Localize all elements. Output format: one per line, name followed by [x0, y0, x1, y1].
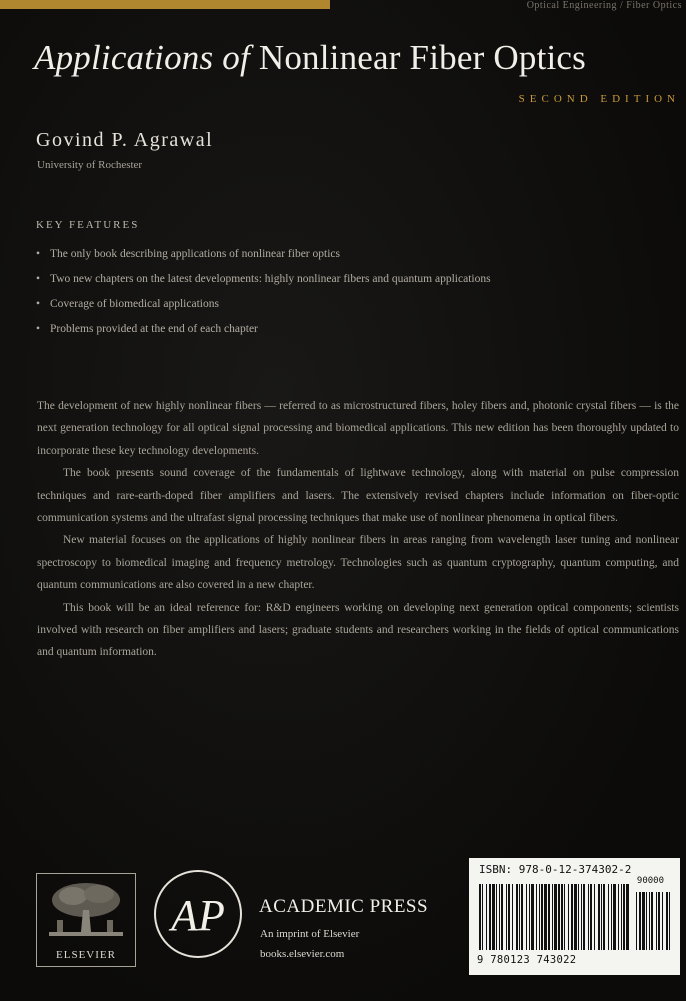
feature-item: • Two new chapters on the latest developments: highly nonlinear fibers and quantum applications [36, 269, 636, 289]
title-main-part: Nonlinear Fiber Optics [258, 38, 586, 77]
ap-logo-letters: AP [171, 891, 225, 940]
author-affiliation: University of Rochester [37, 159, 143, 171]
publisher-name: ACADEMIC PRESS [259, 896, 429, 917]
author-name: Govind P. Agrawal [36, 129, 214, 151]
edition-label: SECOND EDITION [518, 93, 680, 105]
publisher-url: books.elsevier.com [260, 948, 345, 960]
isbn-number: ISBN: 978-0-12-374302-2 [479, 863, 632, 876]
title-italic-part: Applications of [34, 38, 250, 77]
elsevier-tree-icon [43, 880, 129, 944]
elsevier-logo [36, 873, 136, 967]
book-title [34, 38, 586, 78]
barcode-addon: 90000 [636, 876, 664, 886]
barcode-digits: 9 780123 743022 [477, 954, 577, 966]
description-paragraph: The book presents sound coverage of the fundamentals of lightwave technology, along with material on pulse compression techniques and rare-earth-doped fiber amplifiers and lasers. The extensively revised chapters include information on fiber-optic communication systems and the ultrafast signal processing techniques that make use of nonlinear phenomena in optical fibers. [37, 467, 679, 525]
book-description [37, 395, 679, 664]
spine-label: Optical Engineering / Fiber Optics [526, 0, 682, 11]
description-paragraph: New material focuses on the applications of highly nonlinear fibers in areas ranging from wavelength laser tuning and nonlinear spectroscopy to biomedical imaging and frequency metrology. Technologies such as quantum cryptography, quantum computing, and quantum communications are also covered in a new chapter. [37, 534, 679, 592]
elsevier-wordmark: ELSEVIER [56, 949, 116, 961]
key-features-list [36, 244, 636, 344]
isbn-barcode-panel [469, 858, 680, 975]
barcode-icon [477, 884, 673, 950]
key-features-heading: KEY FEATURES [36, 219, 140, 231]
description-paragraph: The development of new highly nonlinear fibers — referred to as microstructured fibers, holey fibers and, photonic crystal fibers — is the next generation technology for all optical signal processing and biomedical applications. This new edition has been thoroughly updated to incorporate these key technology developments. [37, 400, 679, 457]
feature-item: • Problems provided at the end of each chapter [36, 319, 636, 339]
feature-item: • The only book describing applications of nonlinear fiber optics [36, 244, 636, 264]
gold-accent-bar [0, 0, 330, 9]
description-paragraph: This book will be an ideal reference for: R&D engineers working on developing next generation optical components; scientists involved with research on fiber amplifiers and lasers; graduate students and researchers working in the fields of optical communications and quantum information. [37, 601, 679, 659]
feature-item: • Coverage of biomedical applications [36, 294, 636, 314]
academic-press-logo [152, 868, 244, 960]
publisher-imprint: An imprint of Elsevier [260, 928, 360, 940]
